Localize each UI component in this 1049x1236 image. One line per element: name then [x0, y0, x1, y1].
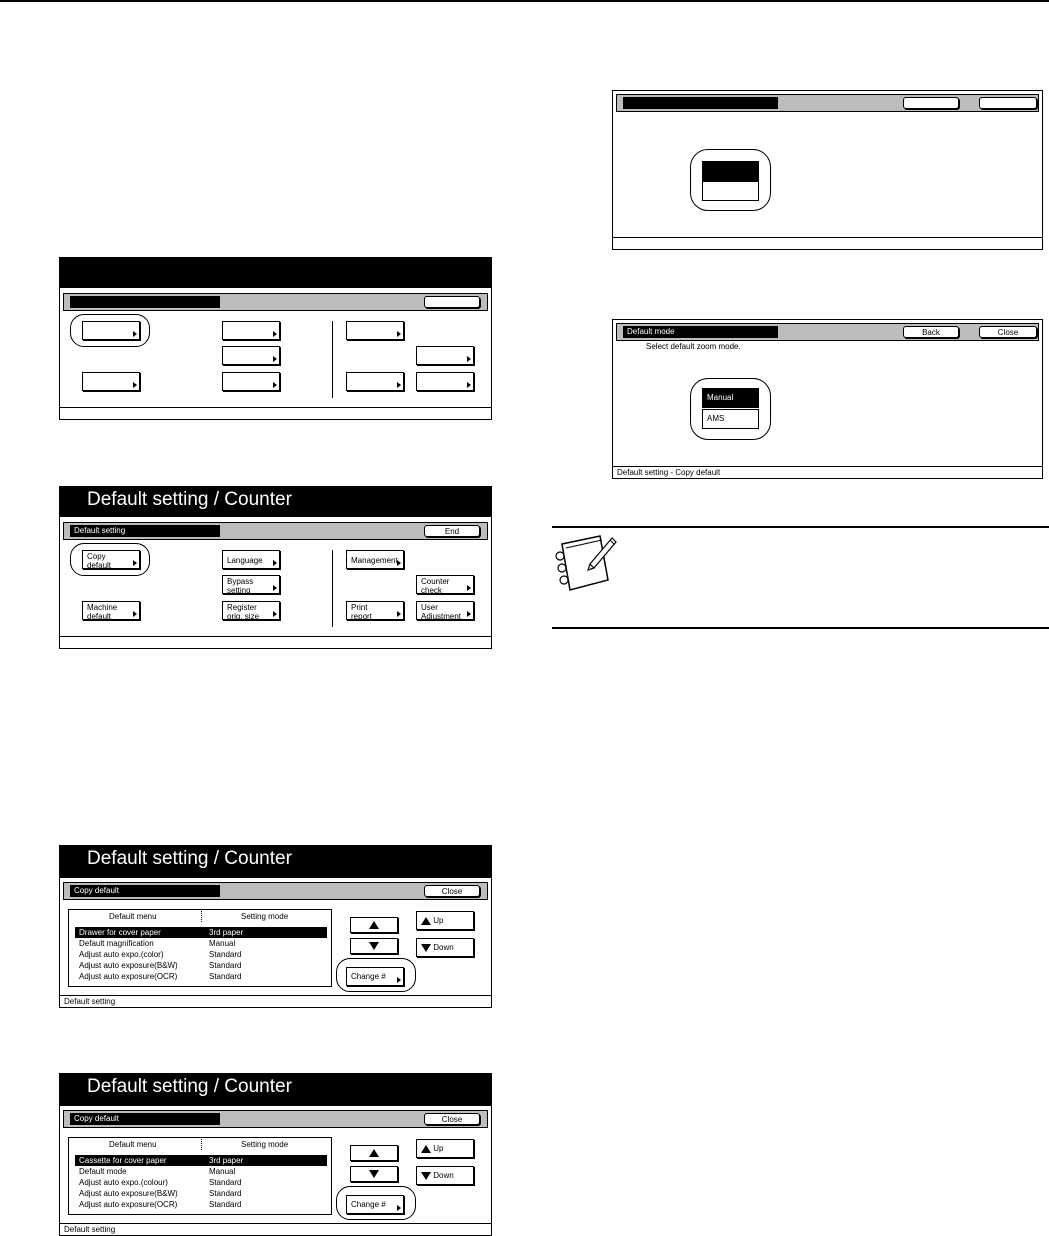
arrow-right-icon [467, 382, 471, 388]
arrow-right-icon [273, 585, 277, 591]
bar-label [623, 97, 778, 109]
user-adjustment-key[interactable] [416, 372, 474, 391]
language-key[interactable] [222, 550, 280, 569]
col-header-mode: Setting mode [241, 912, 289, 921]
row-mode: Manual [209, 939, 236, 948]
close-button[interactable]: Close [424, 885, 480, 897]
machine-default-key[interactable] [82, 372, 140, 391]
register-orig-size-key[interactable] [222, 601, 280, 620]
key-label: Change # [351, 1200, 386, 1209]
option-manual[interactable] [702, 161, 759, 181]
status-bar [60, 407, 491, 419]
table-row[interactable] [75, 971, 327, 982]
row-mode: Standard [209, 972, 242, 981]
status-bar: Default setting [60, 1223, 491, 1235]
screen-default-setting [59, 486, 492, 649]
key-label: Management [351, 556, 398, 565]
row-menu: Adjust auto exposure(B&W) [79, 1189, 178, 1198]
sub-title-bar [63, 293, 488, 311]
scroll-up-button[interactable] [350, 1145, 398, 1161]
down-button[interactable] [416, 1166, 474, 1185]
arrow-right-icon [273, 611, 277, 617]
user-adjustment-key[interactable] [416, 601, 474, 620]
end-button[interactable] [424, 296, 480, 308]
screen-copy-default-2 [59, 1073, 492, 1236]
divider [332, 321, 333, 398]
arrow-right-icon [467, 611, 471, 617]
arrow-right-icon [467, 585, 471, 591]
option-manual[interactable]: Manual [702, 388, 759, 408]
language-key[interactable] [222, 321, 280, 340]
screen-title: Default setting / Counter [60, 487, 491, 517]
status-bar [613, 237, 1042, 249]
screen-copy-default-1 [59, 845, 492, 1008]
screen-default-mode [612, 319, 1043, 479]
arrow-right-icon [273, 356, 277, 362]
col-header-menu: Default menu [109, 1140, 157, 1149]
scroll-down-button[interactable] [350, 938, 398, 954]
arrow-right-icon [273, 560, 277, 566]
print-report-key[interactable] [346, 601, 404, 620]
bar-label [70, 296, 220, 308]
highlight-oval [70, 314, 150, 347]
triangle-up-icon [369, 921, 379, 929]
bar-label: Default mode [623, 326, 778, 338]
triangle-down-icon [369, 942, 379, 950]
management-key[interactable] [346, 321, 404, 340]
col-divider [201, 1139, 202, 1150]
row-menu: Adjust auto exposure(B&W) [79, 961, 178, 970]
key-label: Copy default [87, 552, 112, 570]
option-ams[interactable]: AMS [702, 409, 759, 429]
col-divider [201, 911, 202, 922]
arrow-right-icon [133, 382, 137, 388]
table-row[interactable] [75, 938, 327, 949]
arrow-right-icon [397, 611, 401, 617]
arrow-right-icon [397, 382, 401, 388]
down-button[interactable] [416, 938, 474, 957]
key-label: Change # [351, 972, 386, 981]
close-button[interactable]: Close [979, 326, 1037, 338]
highlight-oval [336, 958, 416, 992]
bypass-setting-key[interactable] [222, 346, 280, 365]
bar-label: Default setting [70, 525, 220, 537]
end-button[interactable]: End [424, 525, 480, 537]
close-button[interactable] [979, 97, 1037, 109]
triangle-down-icon [421, 944, 431, 952]
row-mode: Manual [209, 1167, 236, 1176]
table-row[interactable] [75, 927, 327, 938]
screen-default-mode-blank [612, 90, 1043, 250]
row-mode: Standard [209, 1200, 242, 1209]
option-ams[interactable] [702, 181, 759, 201]
row-menu: Adjust auto expo.(color) [79, 950, 164, 959]
back-button[interactable]: Back [903, 326, 959, 338]
divider [332, 550, 333, 627]
row-menu: Cassette for cover paper [79, 1156, 167, 1165]
counter-check-key[interactable] [416, 575, 474, 594]
key-label: Machine default [87, 603, 118, 621]
key-label: Counter check [421, 577, 450, 595]
instruction-text: Select default zoom mode. [646, 342, 741, 351]
table-row[interactable] [75, 1177, 327, 1188]
highlight-oval [336, 1186, 416, 1220]
sub-title-bar [616, 323, 1039, 341]
down-label: Down [433, 943, 454, 952]
triangle-up-icon [421, 1145, 431, 1153]
arrow-right-icon [467, 356, 471, 362]
page-top-rule [0, 0, 1049, 2]
up-button[interactable] [416, 1139, 474, 1158]
key-label: Bypass setting [227, 577, 254, 595]
down-label: Down [433, 1171, 454, 1180]
key-label: Register orig. size [227, 603, 260, 621]
table-row[interactable] [75, 949, 327, 960]
sub-title-bar [63, 882, 488, 900]
sub-title-bar [616, 94, 1039, 112]
triangle-up-icon [369, 1149, 379, 1157]
counter-check-key[interactable] [416, 346, 474, 365]
arrow-right-icon [397, 331, 401, 337]
row-mode: Standard [209, 961, 242, 970]
machine-default-key[interactable] [82, 601, 140, 620]
screen-title: Default setting / Counter [60, 1074, 491, 1106]
table-row[interactable] [75, 1155, 327, 1166]
screen-title-bar [60, 258, 491, 288]
bar-label: Copy default [70, 1113, 220, 1125]
bar-label: Copy default [70, 885, 220, 897]
sub-title-bar [63, 522, 488, 540]
screen-title: Default setting / Counter [60, 846, 491, 878]
row-menu: Drawer for cover paper [79, 928, 161, 937]
notebook-icon [552, 530, 622, 602]
settings-table [68, 1137, 332, 1215]
key-label: Language [227, 556, 263, 565]
row-mode: Standard [209, 1189, 242, 1198]
table-row[interactable] [75, 1166, 327, 1177]
triangle-down-icon [369, 1170, 379, 1178]
row-menu: Default magnification [79, 939, 154, 948]
key-label: Print report [351, 603, 372, 621]
note-top-rule [552, 526, 1049, 528]
management-key[interactable] [346, 550, 404, 569]
col-header-mode: Setting mode [241, 1140, 289, 1149]
row-menu: Default mode [79, 1167, 127, 1176]
row-mode: 3rd paper [209, 928, 244, 937]
up-label: Up [433, 916, 444, 925]
table-row[interactable] [75, 1199, 327, 1210]
status-bar: Default setting [60, 995, 491, 1007]
row-menu: Adjust auto expo.(colour) [79, 1178, 168, 1187]
close-button[interactable]: Close [424, 1113, 480, 1125]
arrow-right-icon [273, 331, 277, 337]
screen-default-setting-blank [59, 257, 492, 420]
row-menu: Adjust auto exposure(OCR) [79, 1200, 178, 1209]
table-row[interactable] [75, 1188, 327, 1199]
settings-table [68, 909, 332, 987]
status-bar: Default setting - Copy default [613, 466, 1042, 478]
bypass-setting-key[interactable] [222, 575, 280, 594]
table-row[interactable] [75, 960, 327, 971]
key-label: User Adjustment [421, 603, 462, 621]
register-orig-size-key[interactable] [222, 372, 280, 391]
up-label: Up [433, 1144, 444, 1153]
triangle-up-icon [421, 917, 431, 925]
scroll-down-button[interactable] [350, 1166, 398, 1182]
status-bar [60, 636, 491, 648]
sub-title-bar [63, 1110, 488, 1128]
up-button[interactable] [416, 911, 474, 930]
highlight-oval [70, 543, 150, 576]
row-mode: Standard [209, 950, 242, 959]
arrow-right-icon [397, 560, 401, 566]
col-header-menu: Default menu [109, 912, 157, 921]
row-mode: Standard [209, 1178, 242, 1187]
note-bottom-rule [552, 627, 1049, 629]
arrow-right-icon [133, 611, 137, 617]
row-mode: 3rd paper [209, 1156, 244, 1165]
back-button[interactable] [903, 97, 959, 109]
scroll-up-button[interactable] [350, 917, 398, 933]
arrow-right-icon [273, 382, 277, 388]
print-report-key[interactable] [346, 372, 404, 391]
triangle-down-icon [421, 1172, 431, 1180]
row-menu: Adjust auto exposure(OCR) [79, 972, 178, 981]
